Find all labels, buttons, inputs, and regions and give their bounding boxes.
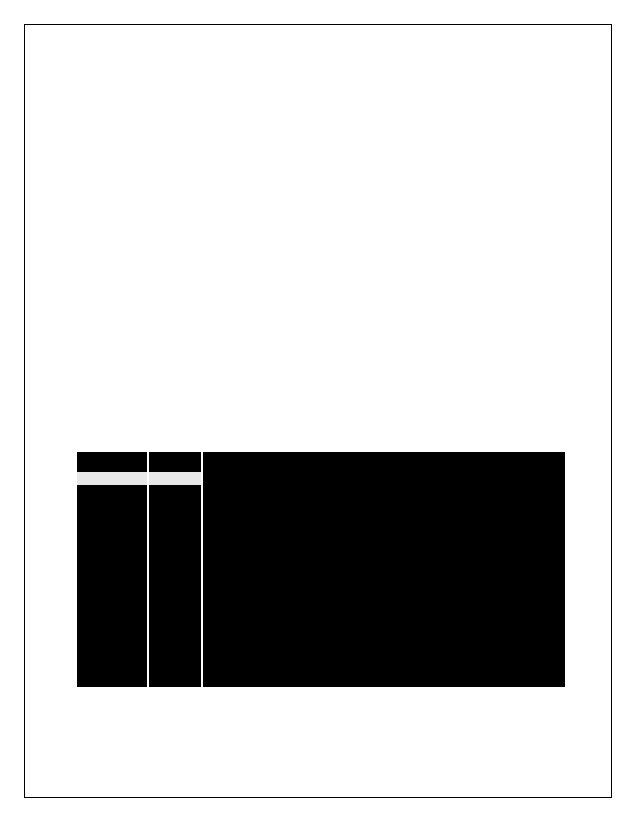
signal-value-panel [149,452,203,687]
waveform-canvas[interactable] [203,452,565,687]
waveform-area[interactable] [203,452,565,687]
signal-name-panel [77,452,149,687]
simulation-waveform-window [77,452,565,687]
value-column-header[interactable] [149,472,201,485]
name-column-header[interactable] [77,472,147,485]
